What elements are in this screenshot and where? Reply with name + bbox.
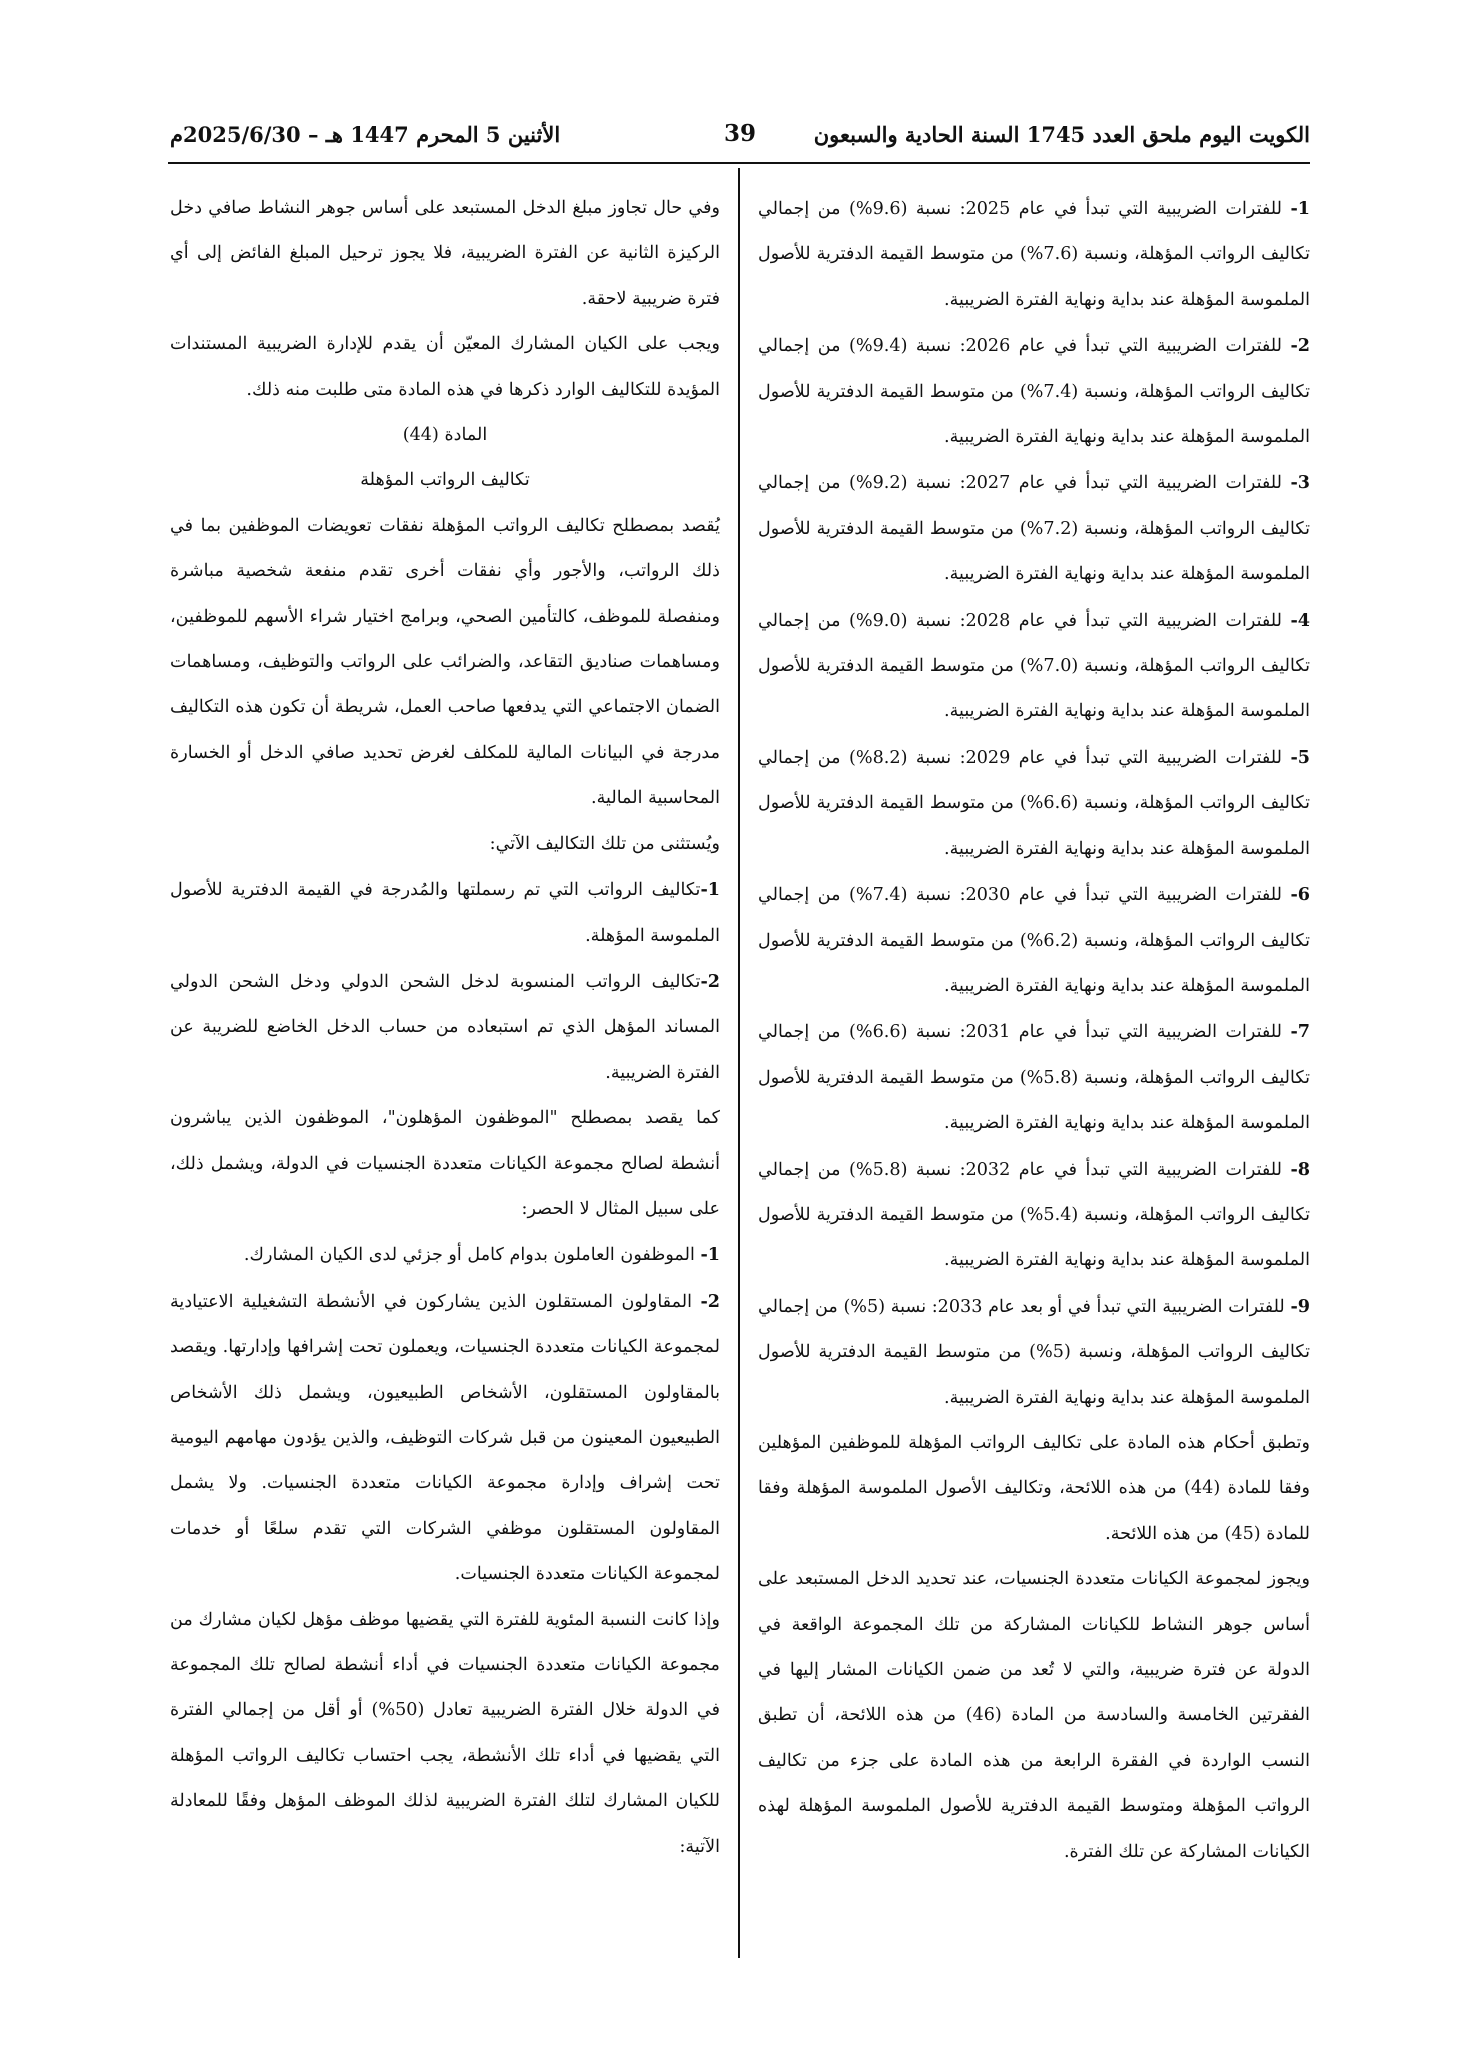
paragraph [170,413,720,458]
paragraph-text: كما يقصد بمصطلح "الموظفون المؤهلون"، الموظفون الذين يباشرون أنشطة لصالح مجموعة الكيانات متعددة الجنسيات في الدولة، ويشمل ذلك، على سبيل المثال لا الحصر: [170,1108,720,1219]
item-number: 2- [1290,335,1310,357]
page-number: 39 [723,120,757,147]
header-date: الأثنين 5 المحرم 1447 هـ – 2025/6/30م [170,122,561,147]
paragraph-text: للفترات الضريبية التي تبدأ في عام 2029: نسبة (8.2%) من إجمالي تكاليف الرواتب المؤهلة، ونسبة (6.6%) من متوسط القيمة الدفترية للأصول الملموسة المؤهلة عند بداية ونهاية الفترة الضريبية. [758,747,1310,859]
paragraph [170,1279,720,1598]
paragraph [758,186,1310,323]
paragraph-text: للفترات الضريبية التي تبدأ في عام 2030: نسبة (7.4%) من إجمالي تكاليف الرواتب المؤهلة، ونسبة (6.2%) من متوسط القيمة الدفترية للأصول الملموسة المؤهلة عند بداية ونهاية الفترة الضريبية. [758,885,1310,996]
paragraph [758,460,1310,597]
paragraph [758,323,1310,460]
paragraph-text: تكاليف الرواتب التي تم رسملتها والمُدرجة في القيمة الدفترية للأصول الملموسة المؤهلة. [170,880,720,946]
paragraph-text: للفترات الضريبية التي تبدأ في عام 2032: نسبة (5.8%) من إجمالي تكاليف الرواتب المؤهلة، ونسبة (5.4%) من متوسط القيمة الدفترية للأصول الملموسة المؤهلة عند بداية ونهاية الفترة الضريبية. [758,1159,1310,1271]
paragraph [758,1009,1310,1146]
item-number: 1- [1290,198,1310,219]
paragraph-text: المقاولون المستقلون الذين يشاركون في الأنشطة التشغيلية الاعتيادية لمجموعة الكيانات متعددة الجنسيات، ويعملون تحت إشرافها وإدارتها. ويقصد بالمقاولون المستقلون، الأشخاص الطبيعيون، ويشمل ذلك الأشخاص الطبيعيون المعينون من قبل شركات التوظيف، والذين يؤدون مهامهم اليومية تحت إشراف وإدارة مجموعة الكيانات متعددة الجنسيات. ولا يشمل المقاولون المستقلون موظفي الشركات التي تقدم سلعًا أو خدمات لمجموعة الكيانات متعددة الجنسيات. [170,1291,720,1585]
paragraph-text: وفي حال تجاوز مبلغ الدخل المستبعد على أساس جوهر النشاط صافي دخل الركيزة الثانية عن الفترة الضريبية، فلا يجوز ترحيل المبلغ الفائض إلى أي فترة ضريبية لاحقة. [170,198,720,309]
paragraph-text: ويجب على الكيان المشارك المعيّن أن يقدم للإدارة الضريبية المستندات المؤيدة للتكاليف الوارد ذكرها في هذه المادة متى طلبت منه ذلك. [170,334,720,400]
paragraph [170,1598,720,1870]
paragraph-text: للفترات الضريبية التي تبدأ في عام 2027: نسبة (9.2%) من إجمالي تكاليف الرواتب المؤهلة، ونسبة (7.2%) من متوسط القيمة الدفترية للأصول الملموسة المؤهلة عند بداية ونهاية الفترة الضريبية. [758,473,1310,585]
paragraph-text: تكاليف الرواتب المؤهلة [360,470,530,491]
header-rule [168,162,1310,164]
paragraph [170,186,720,322]
paragraph [758,872,1310,1009]
column-divider [738,168,740,1958]
item-number: 4- [1290,609,1310,631]
paragraph-text: ويجوز لمجموعة الكيانات متعددة الجنسيات، عند تحديد الدخل المستبعد على أساس جوهر النشاط للكيانات المشاركة من تلك المجموعة الواقعة في الدولة عن فترة ضريبية، والتي لا تُعد من ضمن الكيانات المشار إليها في الفقرتين الخامسة والسادسة من المادة (46) من هذه اللائحة، أن تطبق النسب الواردة في الفقرة الرابعة من هذه المادة على جزء من تكاليف الرواتب المؤهلة ومتوسط القيمة الدفترية للأصول الملموسة المؤهلة لهذه الكيانات المشاركة عن تلك الفترة. [758,1569,1310,1862]
paragraph [170,822,720,867]
left-column [170,186,720,1870]
item-number: 2- [700,1290,720,1312]
paragraph-text: للفترات الضريبية التي تبدأ في عام 2025: نسبة (9.6%) من إجمالي تكاليف الرواتب المؤهلة، ونسبة (7.6%) من متوسط القيمة الدفترية للأصول الملموسة المؤهلة عند بداية ونهاية الفترة الضريبية. [758,199,1310,310]
item-number: 1- [700,879,720,901]
page-header [170,122,1310,156]
paragraph [758,1147,1310,1284]
paragraph [758,1284,1310,1421]
paragraph [170,867,720,959]
paragraph-text: وتطبق أحكام هذه المادة على تكاليف الرواتب المؤهلة للموظفين المؤهلين وفقا للمادة (44) من هذه اللائحة، وتكاليف الأصول الملموسة المؤهلة وفقا للمادة (45) من هذه اللائحة. [758,1432,1310,1544]
paragraph-text: المادة (44) [402,425,488,446]
paragraph-text: وإذا كانت النسبة المئوية للفترة التي يقضيها موظف مؤهل لكيان مشارك من مجموعة الكيانات متعددة الجنسيات في أداء أنشطة لصالح تلك المجموعة في الدولة خلال الفترة الضريبية تعادل (50%) أو أقل من إجمالي الفترة التي يقضيها في أداء تلك الأنشطة، يجب احتساب تكاليف الرواتب المؤهلة للكيان المشارك لتلك الفترة الضريبية لذلك الموظف المؤهل وفقًا للمعادلة الآتية: [170,1609,720,1857]
item-number: 7- [1290,1021,1310,1043]
item-number: 3- [1290,472,1310,494]
paragraph [170,959,720,1096]
paragraph-text: يُقصد بمصطلح تكاليف الرواتب المؤهلة نفقات تعويضات الموظفين بما في ذلك الرواتب، والأجور وأي نفقات أخرى تقدم منفعة شخصية مباشرة ومنفصلة للموظف، كالتأمين الصحي، وبرامج اختيار شراء الأسهم للموظفين، ومساهمات صناديق التقاعد، والضرائب على الرواتب والتوظيف، ومساهمات الضمان الاجتماعي التي يدفعها صاحب العمل، شريطة أن تكون هذه التكاليف مدرجة في البيانات المالية للمكلف لغرض تحديد صافي الدخل أو الخسارة المحاسبية المالية. [170,515,720,809]
item-number: 9- [1290,1295,1310,1317]
paragraph-text: للفترات الضريبية التي تبدأ في عام 2026: نسبة (9.4%) من إجمالي تكاليف الرواتب المؤهلة، ونسبة (7.4%) من متوسط القيمة الدفترية للأصول الملموسة المؤهلة عند بداية ونهاية الفترة الضريبية. [758,336,1310,448]
item-number: 8- [1290,1158,1310,1180]
paragraph [170,504,720,822]
paragraph [758,735,1310,872]
paragraph [170,1096,720,1232]
item-number: 1- [700,1244,720,1266]
header-issue-info: الكويت اليوم ملحق العدد 1745 السنة الحادية والسبعون [813,122,1310,147]
paragraph [170,458,720,503]
paragraph-text: ويُستثنى من تلك التكاليف الآتي: [489,833,720,854]
paragraph [170,1232,720,1278]
paragraph [758,1421,1310,1557]
paragraph-text: للفترات الضريبية التي تبدأ في أو بعد عام 2033: نسبة (5%) من إجمالي تكاليف الرواتب المؤهلة، ونسبة (5%) من متوسط القيمة الدفترية للأصول الملموسة المؤهلة عند بداية ونهاية الفترة الضريبية. [758,1296,1310,1408]
paragraph [758,1557,1310,1875]
item-number: 6- [1290,884,1310,906]
item-number: 2- [700,970,720,992]
item-number: 5- [1290,746,1310,768]
paragraph [758,598,1310,735]
right-column [758,186,1310,1875]
paragraph [170,322,720,413]
paragraph-text: الموظفون العاملون بدوام كامل أو جزئي لدى الكيان المشارك. [243,1245,701,1266]
paragraph-text: للفترات الضريبية التي تبدأ في عام 2028: نسبة (9.0%) من إجمالي تكاليف الرواتب المؤهلة، ونسبة (7.0%) من متوسط القيمة الدفترية للأصول الملموسة المؤهلة عند بداية ونهاية الفترة الضريبية. [758,610,1310,722]
paragraph-text: للفترات الضريبية التي تبدأ في عام 2031: نسبة (6.6%) من إجمالي تكاليف الرواتب المؤهلة، ونسبة (5.8%) من متوسط القيمة الدفترية للأصول الملموسة المؤهلة عند بداية ونهاية الفترة الضريبية. [758,1022,1310,1134]
paragraph-text: تكاليف الرواتب المنسوبة لدخل الشحن الدولي ودخل الشحن الدولي المساند المؤهل الذي تم استبعاده من حساب الدخل الخاضع للضريبة عن الفترة الضريبية. [170,971,720,1083]
